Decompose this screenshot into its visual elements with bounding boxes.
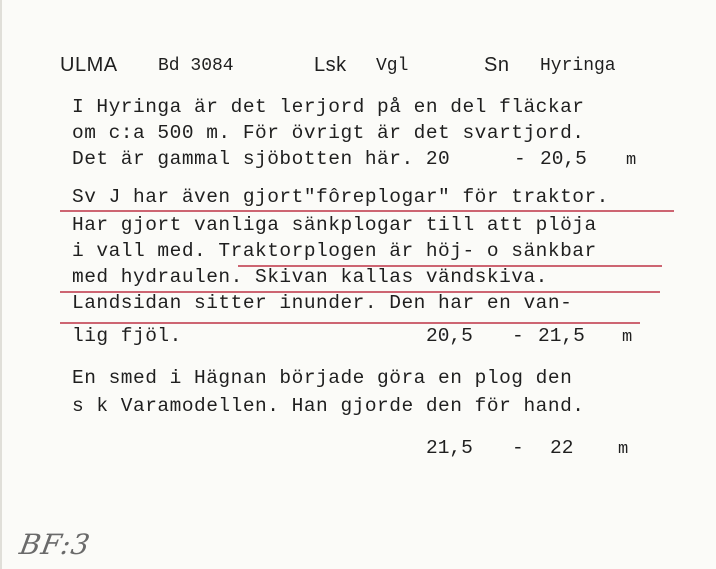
range-unit: m — [618, 440, 629, 459]
range-end: 20,5 — [540, 148, 587, 170]
text-line: lig fjöl. — [72, 325, 182, 347]
text-line: i vall med. Traktorplogen är höj- o sänkbar — [72, 240, 597, 262]
range-dash: - — [512, 437, 524, 459]
text-line: Landsidan sitter inunder. Den har en van- — [72, 292, 573, 314]
range-unit: m — [626, 151, 637, 170]
range-unit: m — [622, 328, 633, 347]
county-label: Lsk — [314, 54, 347, 76]
parish-label: ULMA — [60, 54, 118, 76]
range-end: 21,5 — [538, 325, 585, 347]
text-line: om c:a 500 m. För övrigt är det svartjord. — [72, 122, 585, 144]
red-underline — [60, 210, 674, 212]
card-header — [60, 54, 680, 88]
text-line: Har gjort vanliga sänkplogar till att plöja — [72, 214, 597, 236]
text-line: Sv J har även gjort"fôreplogar" för traktor. — [72, 186, 609, 208]
range-start: 20,5 — [426, 325, 473, 347]
range-dash: - — [514, 148, 526, 170]
text-line: I Hyringa är det lerjord på en del fläckar — [72, 96, 585, 118]
text-line: Det är gammal sjöbotten här. 20 — [72, 148, 451, 170]
range-end: 22 — [550, 437, 574, 459]
sn-value: Hyringa — [540, 56, 616, 76]
county-value: Vgl — [376, 56, 409, 76]
range-dash: - — [512, 325, 524, 347]
handwritten-note: BF:3 — [17, 528, 94, 561]
parish-ref: Bd 3084 — [158, 56, 234, 76]
text-line: s k Varamodellen. Han gjorde den för hand. — [72, 395, 585, 417]
sn-label: Sn — [484, 54, 510, 76]
text-line: med hydraulen. Skivan kallas vändskiva. — [72, 266, 548, 288]
text-line: En smed i Hägnan började göra en plog den — [72, 367, 573, 389]
range-start: 21,5 — [426, 437, 473, 459]
